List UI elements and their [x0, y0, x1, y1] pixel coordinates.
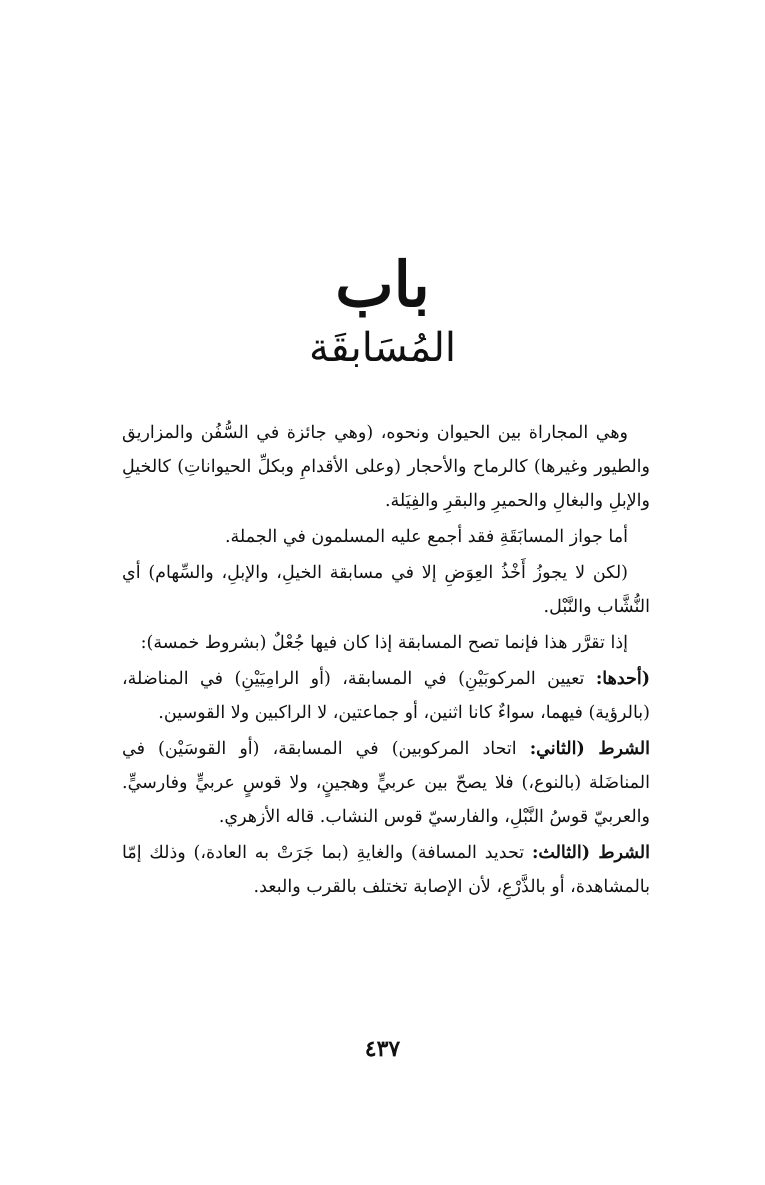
paragraph-text: وهي المجاراة بين الحيوان ونحوه، (وهي جائزة في السُّفُن والمزاريق والطيور وغيرها) كالرماح والأحجار (وعلى الأقدامِ وبكلِّ الحيواناتِ) كالخيلِ والإبلِ والبغالِ والحميرِ والبقرِ والفِيَلة.: [122, 423, 650, 511]
paragraph-consensus: [122, 520, 650, 554]
paragraph-condition-one: [122, 662, 650, 730]
page-number: ٤٣٧: [364, 1036, 401, 1062]
paragraph-text: (لكن لا يجوزُ أَخْذُ العِوَضِ إلا في مسابقة الخيلِ، والإبلِ، والسِّهام) أي النُّشَّاب والنَّبْل.: [122, 563, 650, 617]
paragraph-text: تعيين المركوبَيْنِ) في المسابقة، (أو الرامِيَيْنِ) في المناضلة، (بالرؤية) فيهما، سواءٌ كانا اثنين، أو جماعتين، لا الراكبين ولا القوسين.: [122, 669, 650, 723]
condition-lead: الشرط (الثالث:: [531, 843, 650, 863]
condition-lead: (أحدها:: [595, 669, 650, 689]
chapter-title: المُسَابقَة: [308, 325, 457, 371]
paragraph-compensation: [122, 556, 650, 624]
paragraph-text: إذا تقرَّر هذا فإنما تصح المسابقة إذا كان فيها جُعْلٌ (بشروط خمسة):: [140, 633, 628, 653]
condition-lead: الشرط (الثاني:: [529, 739, 650, 759]
paragraph-condition-three: [122, 836, 650, 904]
body-text: [122, 416, 650, 906]
paragraph-text: اتحاد المركوبين) في المسابقة، (أو القوسَيْن) في المناضَلة (بالنوع،) فلا يصحّ بين عربيٍّ وهجينٍ، ولا قوسٍ عربيٍّ وفارسيٍّ. والعربيّ قوسُ النَّبْلِ، والفارسيّ قوس النشاب. قاله الأزهري.: [122, 739, 650, 827]
paragraph-definition: [122, 416, 650, 518]
paragraph-condition-two: [122, 732, 650, 834]
paragraph-text: تحديد المسافة) والغايةِ (بما جَرَتْ به العادة،) وذلك إمّا بالمشاهدة، أو بالذَّرْعِ، لأن الإصابة تختلف بالقرب والبعد.: [122, 843, 650, 897]
paragraph-text: أما جواز المسابَقَةِ فقد أجمع عليه المسلمون في الجملة.: [224, 527, 628, 547]
chapter-heading: باب: [335, 248, 430, 321]
paragraph-conditions-intro: [122, 626, 650, 660]
